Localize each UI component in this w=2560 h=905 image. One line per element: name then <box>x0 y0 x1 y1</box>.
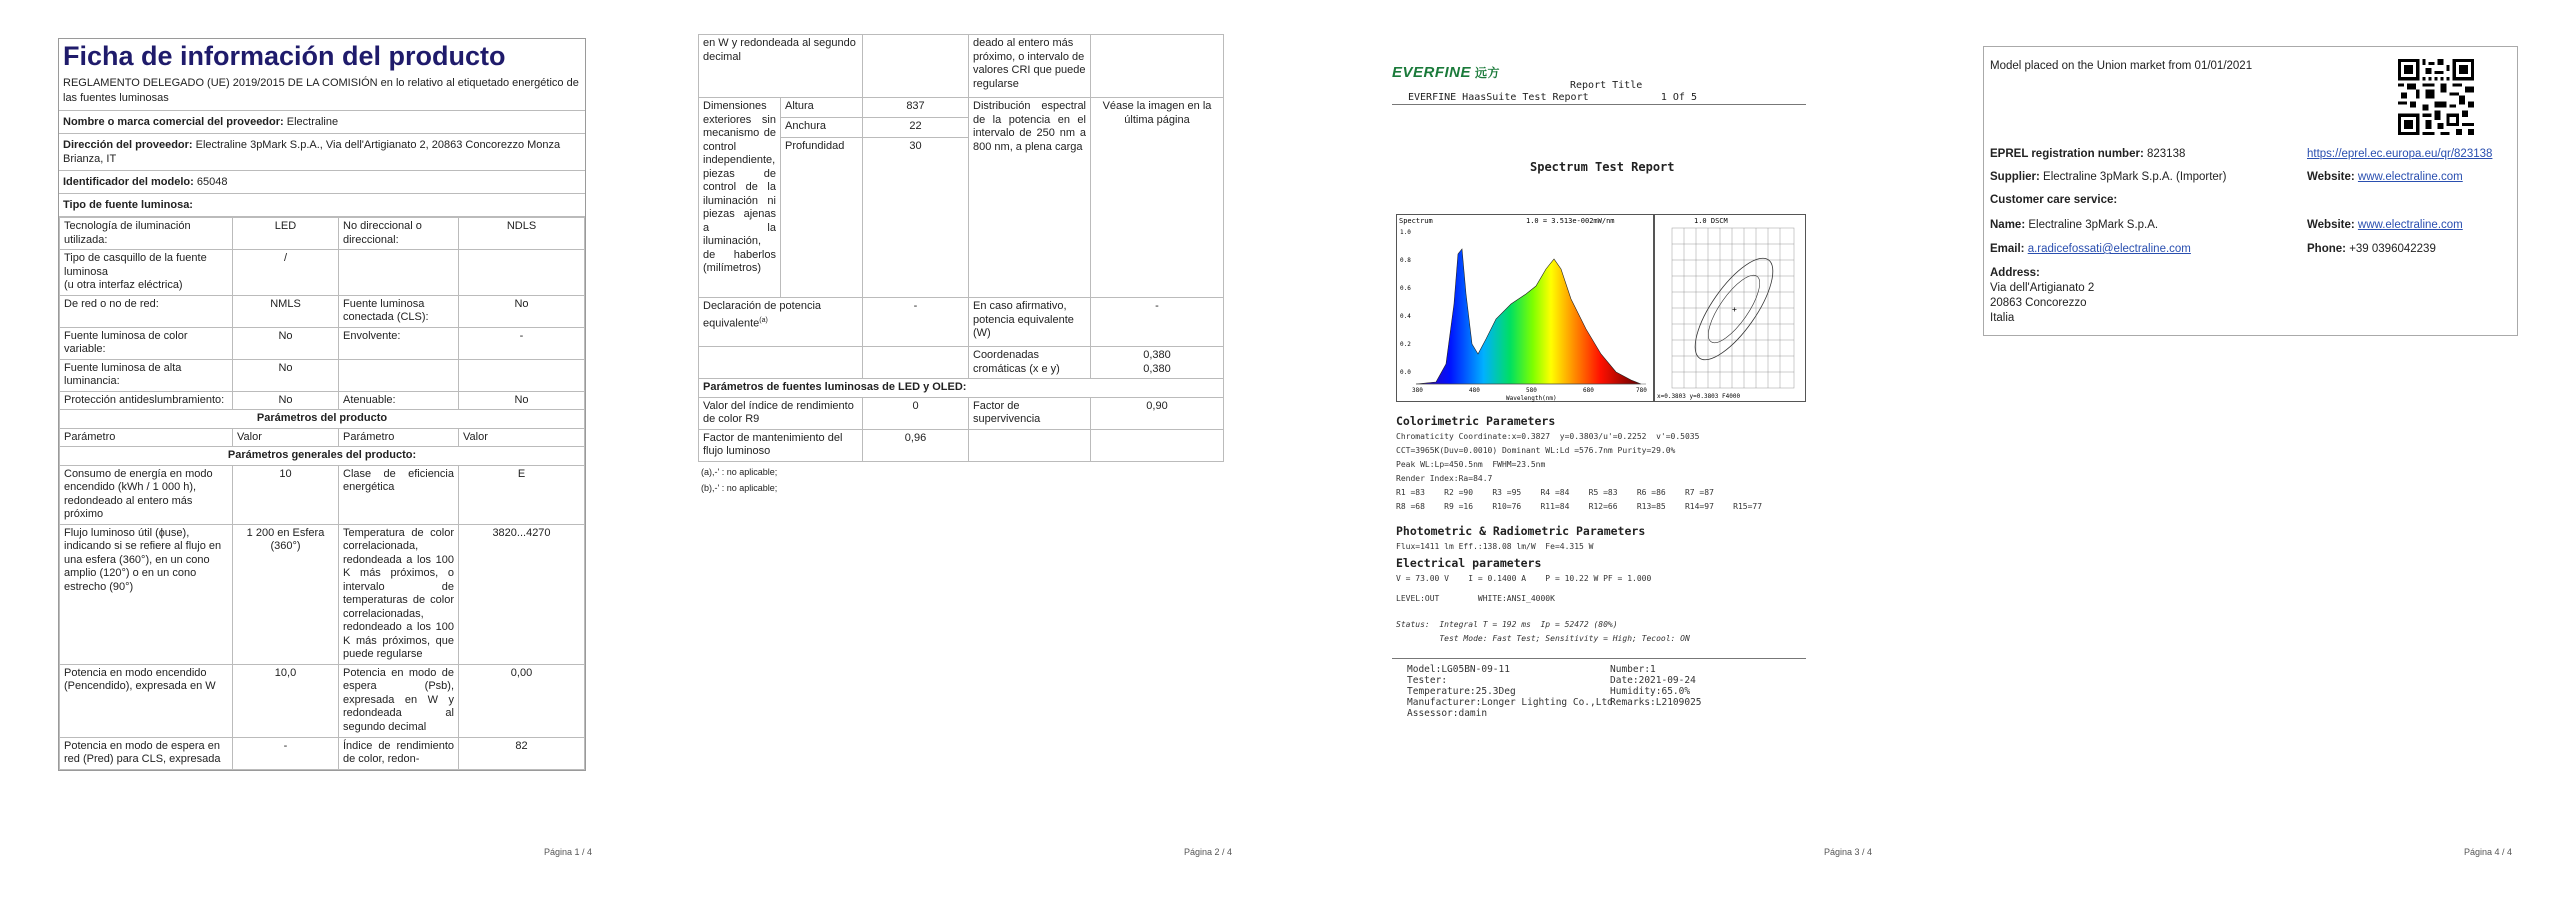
cell: Potencia en modo de espera en red (Pred) para CLS, expresada <box>60 737 233 769</box>
table-row <box>60 250 585 296</box>
cell <box>459 250 585 296</box>
supplier-row <box>1990 171 2226 183</box>
footnote-b: (b),-' : no aplicable; <box>701 482 778 493</box>
cell: No <box>459 391 585 410</box>
address-line: Italia <box>1990 312 2015 324</box>
y-tick: 1.0 <box>1400 229 1411 236</box>
colorimetric-line: R8 =68 R9 =16 R10=76 R11=84 R12=66 R13=85 R14=97 R15=77 <box>1396 502 1763 511</box>
cell: Potencia en modo de espera (Psb), expresada en W y redondeada al segundo decimal <box>339 664 459 737</box>
info-line: Number:1 <box>1610 664 1656 675</box>
status-line: Status: Integral T = 192 ms Ip = 52472 (80%) <box>1396 620 1618 629</box>
cie-point: + <box>1732 305 1737 314</box>
equiv-value: - <box>863 298 969 347</box>
footnotes <box>698 462 1224 498</box>
cie-label: 1.0 DSCM <box>1694 217 1728 225</box>
wavelength-label: Wavelength(nm) <box>1506 395 1557 402</box>
info-line: Remarks:L2109025 <box>1610 697 1702 708</box>
spectrum-title: Spectrum Test Report <box>1530 160 1675 174</box>
cell: Protección antideslumbramiento: <box>60 391 233 410</box>
general-params-heading: Parámetros generales del producto: <box>60 447 585 466</box>
model-row <box>59 171 585 194</box>
cell: Fuente luminosa de alta luminancia: <box>60 359 233 391</box>
cell: De red o no de red: <box>60 295 233 327</box>
y-tick: 0.0 <box>1400 369 1411 376</box>
cell: Potencia en modo encendido (Pencendido), expresada en W <box>60 664 233 737</box>
photometric-heading: Photometric & Radiometric Parameters <box>1396 524 1646 538</box>
params-table-continued <box>698 34 1224 462</box>
address-line: 20863 Concorezzo <box>1990 297 2087 309</box>
email-link[interactable]: a.radicefossati@electraline.com <box>2027 243 2191 255</box>
x-tick: 680 <box>1583 387 1594 394</box>
divider <box>1392 658 1806 659</box>
cell: deado al entero más próximo, o intervalo de valores CRI que puede regularse <box>969 35 1091 98</box>
section-row <box>699 379 1224 398</box>
address-value: Electraline 3pMark S.p.A., Via dell'Artigianato 2, 20863 Concorezzo Monza Brianza, IT <box>63 139 561 165</box>
col-header: Parámetro <box>60 428 233 447</box>
placed-on-market: Model placed on the Union market from 01/01/2021 <box>1990 60 2253 72</box>
regulation-text: REGLAMENTO DELEGADO (UE) 2019/2015 DE LA COMISIÓN en lo relativo al etiquetado energético de las fuentes luminosas <box>59 76 585 111</box>
equiv-affirm-label: En caso afirmativo, potencia equivalente (W) <box>969 298 1091 347</box>
cell <box>339 359 459 391</box>
equiv-label-cell <box>699 298 863 347</box>
website-label: Website: <box>2307 171 2355 183</box>
y-tick: 0.2 <box>1400 341 1411 348</box>
table-row <box>699 35 1224 98</box>
info-line: Model:LG05BN-09-11 <box>1407 664 1510 675</box>
light-source-table <box>59 217 585 770</box>
model-value: 65048 <box>196 176 228 188</box>
equiv-sup: (a) <box>759 316 768 324</box>
footnote-a: (a),-' : no aplicable; <box>701 466 778 477</box>
page-number: Página 1 / 4 <box>543 847 592 857</box>
cell: No <box>233 359 339 391</box>
email-row <box>1990 243 2191 255</box>
table-row <box>60 391 585 410</box>
y-tick: 0.4 <box>1400 313 1411 320</box>
table-row <box>60 359 585 391</box>
table-row <box>60 737 585 769</box>
cell: Consumo de energía en modo encendido (kWh / 1 000 h), redondeado al entero más próximo <box>60 465 233 524</box>
address-row <box>59 134 585 171</box>
r9-value: 0 <box>863 397 969 429</box>
cell <box>863 347 969 379</box>
cell: 0,00 <box>459 664 585 737</box>
table-row <box>60 327 585 359</box>
cell: Flujo luminoso útil (ɸuse), indicando si se refiere al flujo en una esfera (360°), en un cono amplio (120°) o en un cono estrecho (90°) <box>60 524 233 664</box>
supplier-value: Electraline 3pMark S.p.A. (Importer) <box>2043 171 2227 183</box>
survival-value: 0,90 <box>1091 397 1224 429</box>
cell: 82 <box>459 737 585 769</box>
cell: Fuente luminosa de color variable: <box>60 327 233 359</box>
website2-link[interactable]: www.electraline.com <box>2357 219 2463 231</box>
phone-value: +39 0396042239 <box>2349 243 2436 255</box>
table-row <box>699 347 1224 379</box>
status-line: Test Mode: Fast Test; Sensitivity = High; Tecool: ON <box>1396 634 1690 643</box>
section-row <box>60 447 585 466</box>
dim-value: 30 <box>863 138 969 298</box>
table-row <box>60 664 585 737</box>
dim-value: 837 <box>863 98 969 118</box>
qr-code <box>2398 59 2474 135</box>
cell: E <box>459 465 585 524</box>
email-label: Email: <box>1990 243 2025 255</box>
spectral-value: Véase la imagen en la última página <box>1091 98 1224 298</box>
section-row <box>60 410 585 429</box>
info-line: Manufacturer:Longer Lighting Co.,Ltd <box>1407 697 1613 708</box>
report-line: EVERFINE HaasSuite Test Report 1 Of 5 <box>1408 92 1697 103</box>
info-line: Date:2021-09-24 <box>1610 675 1696 686</box>
cell: Tipo de casquillo de la fuente luminosa (u otra interfaz eléctrica) <box>60 250 233 296</box>
supplier-row <box>59 111 585 134</box>
equiv-label: Declaración de potencia equivalente <box>703 300 822 330</box>
dim-name: Anchura <box>781 118 863 138</box>
cell: Tecnología de iluminación utilizada: <box>60 218 233 250</box>
type-label: Tipo de fuente luminosa: <box>63 199 193 211</box>
cell: 10 <box>233 465 339 524</box>
electrical-line: LEVEL:OUT WHITE:ANSI_4000K <box>1396 594 1555 603</box>
cell: Índice de rendimiento de color, redon- <box>339 737 459 769</box>
cie-chart <box>1654 214 1806 402</box>
survival-label: Factor de supervivencia <box>969 397 1091 429</box>
cell: Atenuable: <box>339 391 459 410</box>
cell: NDLS <box>459 218 585 250</box>
supplier-value: Electraline <box>286 116 339 128</box>
header-row <box>60 428 585 447</box>
eprel-row <box>1990 148 2185 160</box>
spectrum-label: Spectrum <box>1399 217 1433 225</box>
table-row <box>699 429 1224 461</box>
phone-row <box>2307 243 2436 255</box>
eprel-label: EPREL registration number: <box>1990 148 2144 160</box>
colorimetric-heading: Colorimetric Parameters <box>1396 414 1556 428</box>
maint-label: Factor de mantenimiento del flujo luminoso <box>699 429 863 461</box>
chroma-value: 0,380 0,380 <box>1091 347 1224 379</box>
cell: 3820...4270 <box>459 524 585 664</box>
dim-name: Profundidad <box>781 138 863 298</box>
col-header: Valor <box>459 428 585 447</box>
eprel-link[interactable]: https://eprel.ec.europa.eu/qr/823138 <box>2307 148 2493 160</box>
spectrum-peak: 1.0 = 3.513e-002mW/nm <box>1526 217 1615 225</box>
spectral-label: Distribución espectral de la potencia en el intervalo de 250 nm a 800 nm, a plena carga <box>969 98 1091 298</box>
cell: No direccional o direccional: <box>339 218 459 250</box>
x-tick: 480 <box>1469 387 1480 394</box>
name-value: Electraline 3pMark S.p.A. <box>2028 219 2159 231</box>
cell <box>459 359 585 391</box>
product-info-sheet <box>58 38 586 771</box>
cell: No <box>233 391 339 410</box>
spectrum-chart <box>1396 214 1654 402</box>
type-row <box>59 194 585 217</box>
info-line: Tester: <box>1407 675 1448 686</box>
website2-row <box>2307 219 2463 231</box>
divider <box>1392 104 1806 105</box>
col-header: Valor <box>233 428 339 447</box>
model-label: Identificador del modelo: <box>63 176 194 188</box>
electrical-line: V = 73.00 V I = 0.1400 A P = 10.22 W PF = 1.000 <box>1396 574 1652 583</box>
product-info-continued <box>698 34 1224 498</box>
cell <box>699 347 863 379</box>
table-row <box>699 397 1224 429</box>
cell: Clase de eficiencia energética <box>339 465 459 524</box>
r9-label: Valor del índice de rendimiento de color R9 <box>699 397 863 429</box>
table-row <box>699 298 1224 347</box>
cell: - <box>233 737 339 769</box>
photometric-line: Flux=1411 lm Eff.:138.08 lm/W Fe=4.315 W <box>1396 542 1594 551</box>
x-tick: 380 <box>1412 387 1423 394</box>
electrical-heading: Electrical parameters <box>1396 556 1542 570</box>
website-link[interactable]: www.electraline.com <box>2357 171 2463 183</box>
name-label: Name: <box>1990 219 2026 231</box>
page-4 <box>1920 0 2560 905</box>
customer-care-label: Customer care service: <box>1990 194 2118 206</box>
supplier-label: Nombre o marca comercial del proveedor: <box>63 116 284 128</box>
product-params-heading: Parámetros del producto <box>60 410 585 429</box>
page-2 <box>640 0 1280 905</box>
colorimetric-line: Peak WL:Lp=450.5nm FWHM=23.5nm <box>1396 460 1546 469</box>
page-number: Página 3 / 4 <box>1823 847 1872 857</box>
chroma-label: Coordenadas cromáticas (x e y) <box>969 347 1091 379</box>
logo-cn: 远方 <box>1475 66 1501 80</box>
table-row <box>699 98 1224 118</box>
y-tick: 0.6 <box>1400 285 1411 292</box>
address-label: Dirección del proveedor: <box>63 139 193 151</box>
cell: 10,0 <box>233 664 339 737</box>
info-line: Temperature:25.3Deg <box>1407 686 1516 697</box>
colorimetric-line: R1 =83 R2 =90 R3 =95 R4 =84 R5 =83 R6 =86 R7 =87 <box>1396 488 1714 497</box>
table-row <box>60 295 585 327</box>
dim-name: Altura <box>781 98 863 118</box>
phone-label: Phone: <box>2307 243 2346 255</box>
cell: LED <box>233 218 339 250</box>
colorimetric-line: CCT=3965K(Duv=0.0010) Dominant WL:Ld =576.7nm Purity=29.0% <box>1396 446 1676 455</box>
cell: No <box>459 295 585 327</box>
sheet-title: Ficha de información del producto <box>63 41 506 71</box>
cell <box>969 429 1091 461</box>
cell: / <box>233 250 339 296</box>
cie-coords: x=0.3803 y=0.3803 F4000 <box>1657 393 1741 400</box>
dims-label: Dimensiones exteriores sin mecanismo de control independiente, piezas de control de la iluminación ni piezas ajenas a la iluminación, de haberlos (milímetros) <box>699 98 781 298</box>
cell: - <box>459 327 585 359</box>
report-title: Report Title <box>1570 80 1643 91</box>
page-1 <box>0 0 640 905</box>
address-label: Address: <box>1990 267 2040 279</box>
led-heading: Parámetros de fuentes luminosas de LED y OLED: <box>699 379 1224 398</box>
name-row <box>1990 219 2158 231</box>
x-tick: 780 <box>1636 387 1647 394</box>
col-header: Parámetro <box>339 428 459 447</box>
cell: Envolvente: <box>339 327 459 359</box>
everfine-logo <box>1392 64 1500 81</box>
cell: 1 200 en Esfera (360°) <box>233 524 339 664</box>
cell: No <box>233 327 339 359</box>
colorimetric-line: Chromaticity Coordinate:x=0.3827 y=0.3803/u'=0.2252 v'=0.5035 <box>1396 432 1700 441</box>
table-row <box>60 524 585 664</box>
info-line: Humidity:65.0% <box>1610 686 1691 697</box>
dim-value: 22 <box>863 118 969 138</box>
page-number: Página 4 / 4 <box>2463 847 2512 857</box>
table-row <box>60 218 585 250</box>
cell: NMLS <box>233 295 339 327</box>
page-3 <box>1280 0 1920 905</box>
supplier-label: Supplier: <box>1990 171 2040 183</box>
table-row <box>60 465 585 524</box>
cell <box>339 250 459 296</box>
eprel-box <box>1983 46 2518 336</box>
y-tick: 0.8 <box>1400 257 1411 264</box>
info-line: Assessor:damin <box>1407 708 1488 719</box>
x-tick: 580 <box>1526 387 1537 394</box>
cell: Fuente luminosa conectada (CLS): <box>339 295 459 327</box>
colorimetric-line: Render Index:Ra=84.7 <box>1396 474 1493 483</box>
website-row <box>2307 171 2463 183</box>
cell <box>863 35 969 98</box>
cell <box>1091 429 1224 461</box>
cell: en W y redondeada al segundo decimal <box>699 35 863 98</box>
website2-label: Website: <box>2307 219 2355 231</box>
equiv-affirm-value: - <box>1091 298 1224 347</box>
maint-value: 0,96 <box>863 429 969 461</box>
address-line: Via dell'Artigianato 2 <box>1990 282 2095 294</box>
page-number: Página 2 / 4 <box>1183 847 1232 857</box>
cell: Temperatura de color correlacionada, redondeada a los 100 K más próximos, o intervalo de temperaturas de color correlacionadas, redondeado a los 100 K más próximos, que puede regularse <box>339 524 459 664</box>
logo-text: EVERFINE <box>1392 64 1472 81</box>
eprel-value: 823138 <box>2147 148 2186 160</box>
cell <box>1091 35 1224 98</box>
